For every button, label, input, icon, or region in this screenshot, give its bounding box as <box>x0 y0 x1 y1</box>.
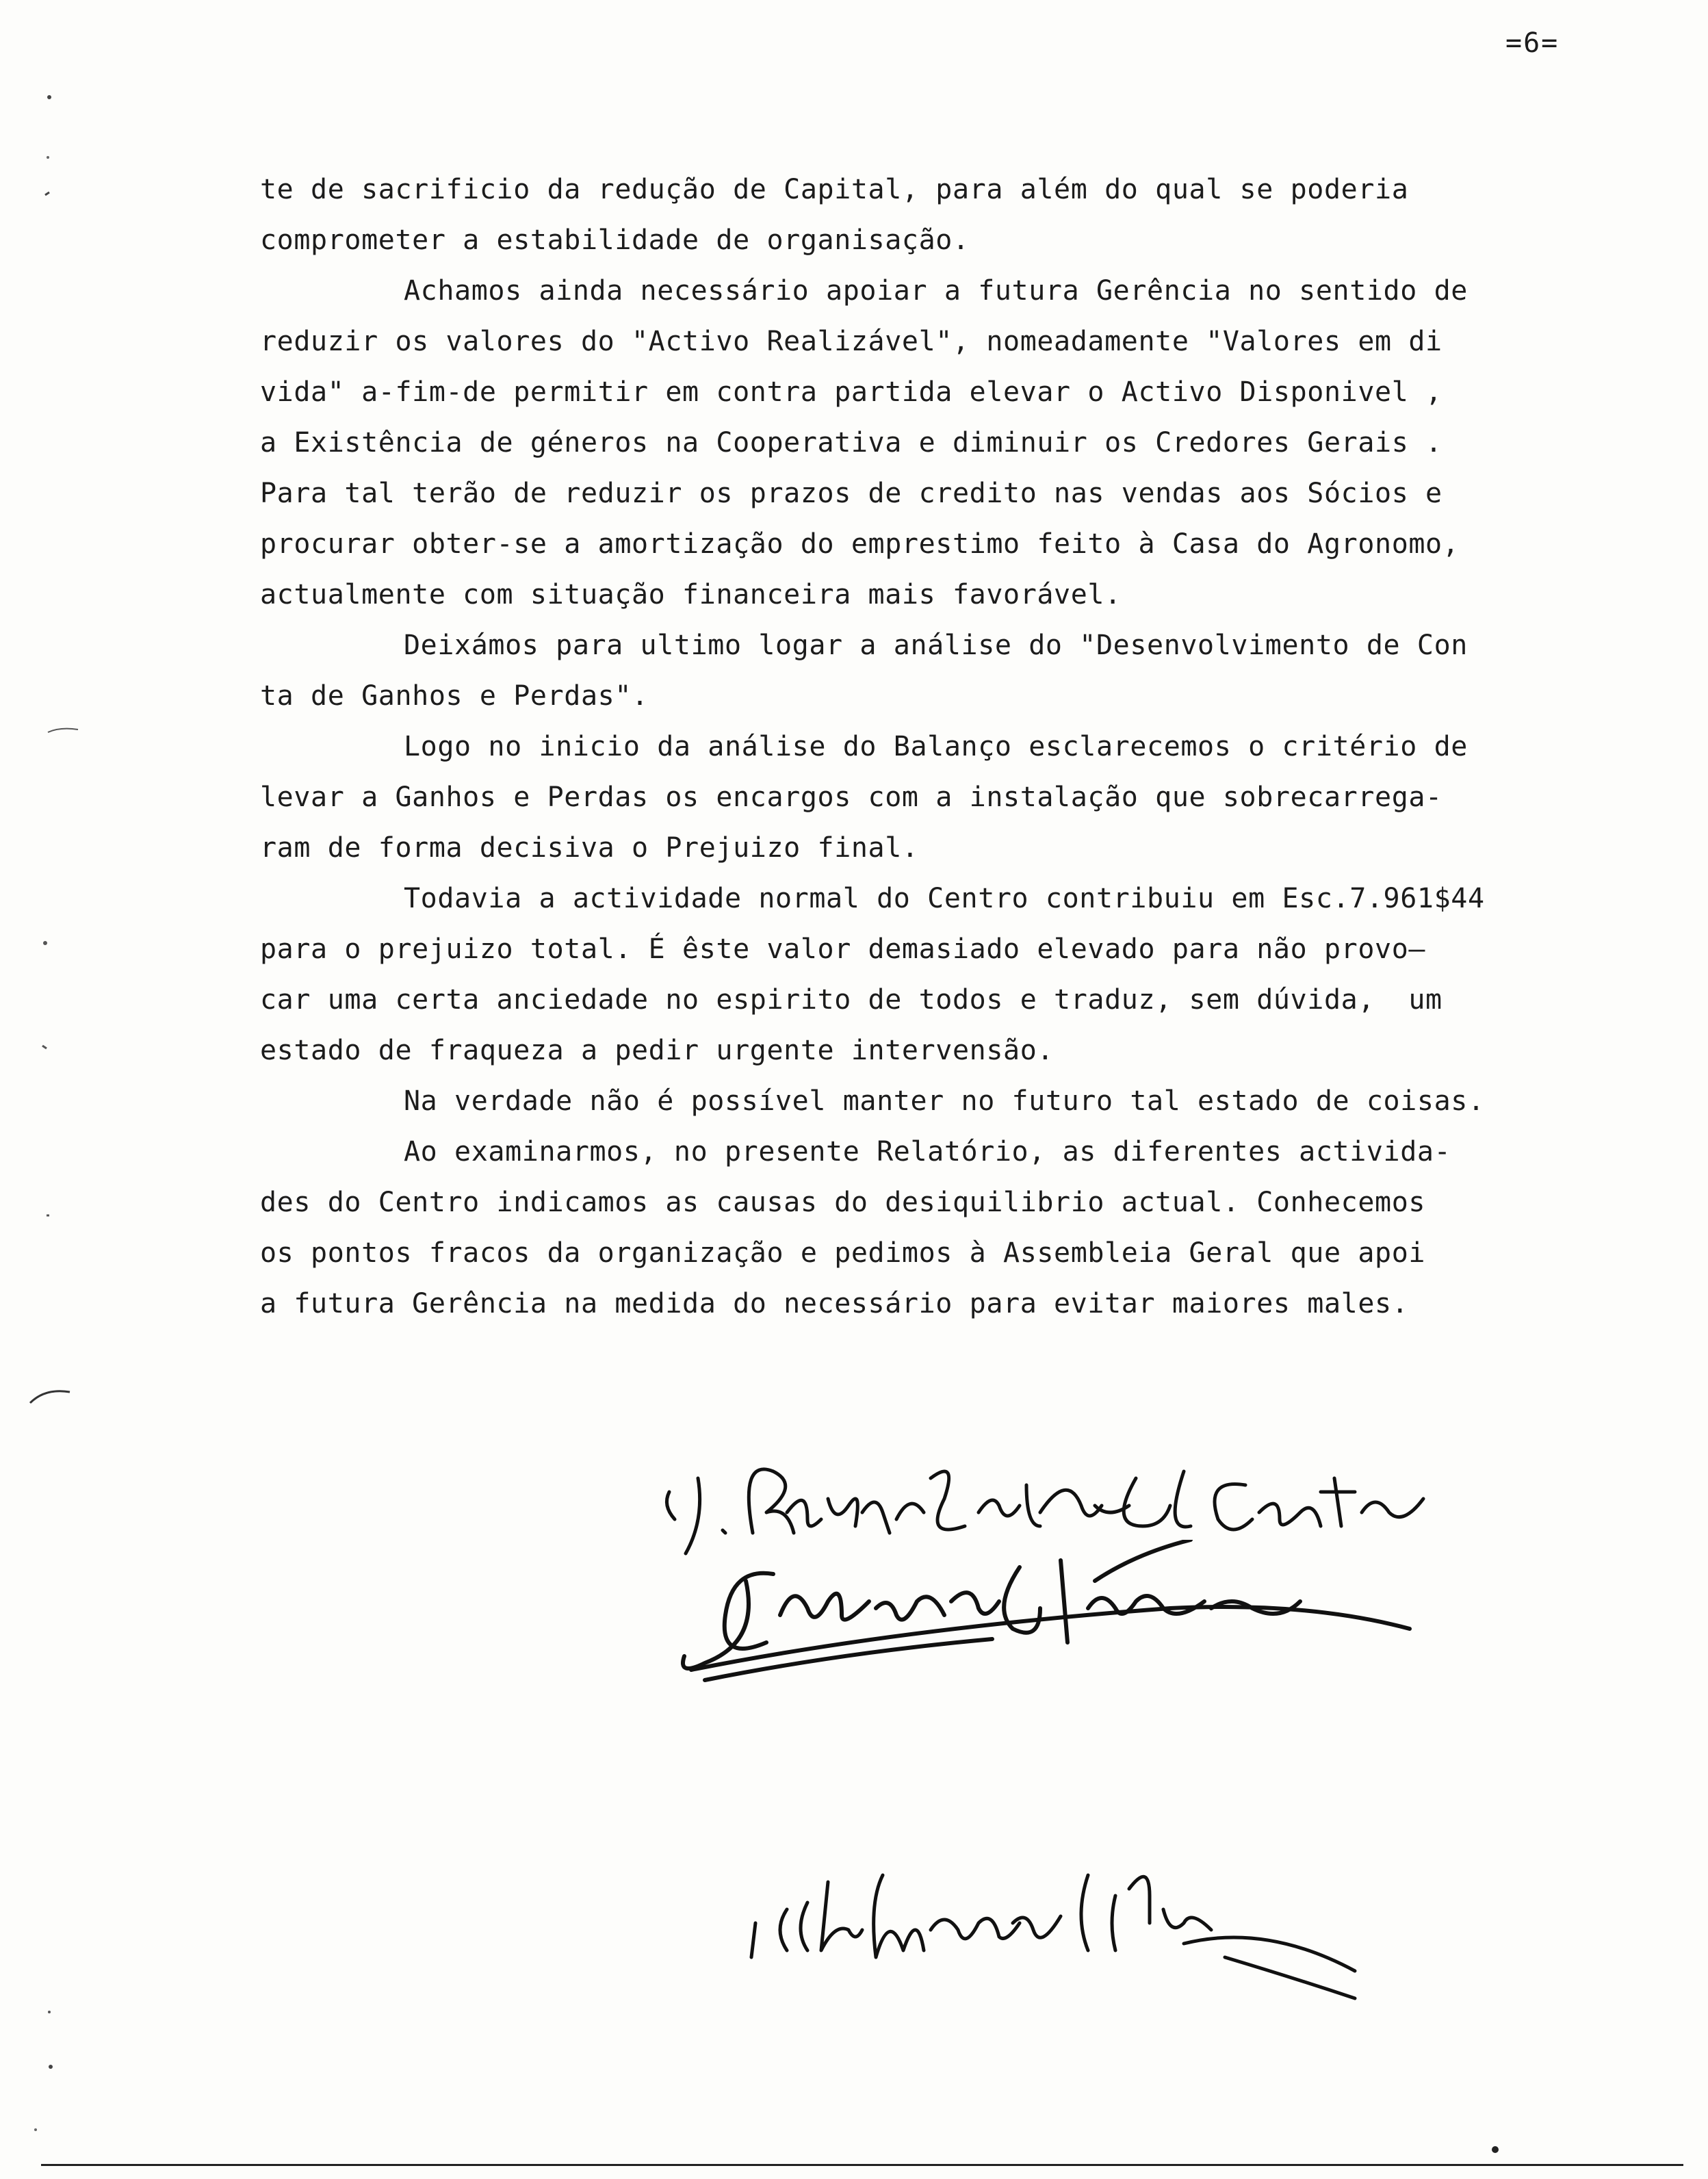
text-line: ta de Ganhos e Perdas". <box>260 680 649 712</box>
text-line: estado de fraqueza a pedir urgente intervensão. <box>260 1035 1054 1066</box>
margin-marks <box>0 0 96 2179</box>
text-line: procurar obter-se a amortização do emprestimo feito à Casa do Agronomo, <box>260 528 1460 560</box>
text-line: ram de forma decisiva o Prejuizo final. <box>260 832 919 864</box>
page-number: =6= <box>1505 27 1560 59</box>
signature-mario-simoes <box>677 1540 1430 1697</box>
text-line: Na verdade não é possível manter no futuro tal estado de coisas. <box>404 1085 1485 1117</box>
bottom-edge-rule <box>41 2164 1683 2166</box>
text-line: reduzir os valores do "Activo Realizável", nomeadamente "Valores em di <box>260 326 1442 357</box>
text-line: a futura Gerência na medida do necessário para evitar maiores males. <box>260 1288 1409 1319</box>
text-line: a Existência de géneros na Cooperativa e diminuir os Credores Gerais . <box>260 427 1442 459</box>
signature-joao-magalhaes-simao <box>746 1861 1362 2012</box>
text-line: Deixámos para ultimo logar a análise do "Desenvolvimento de Con <box>404 630 1468 661</box>
text-line: Logo no inicio da análise do Balanço esclarecemos o critério de <box>404 731 1468 762</box>
text-line: vida" a-fim-de permitir em contra partida elevar o Activo Disponivel , <box>260 376 1442 408</box>
text-line: comprometer a estabilidade de organisação. <box>260 224 970 256</box>
text-line: Para tal terão de reduzir os prazos de credito nas vendas aos Sócios e <box>260 478 1442 509</box>
text-line: Todavia a actividade normal do Centro contribuiu em Esc.7.961$44 <box>404 883 1485 914</box>
ink-dot <box>1492 2146 1499 2153</box>
text-line: para o prejuizo total. É êste valor demasiado elevado para não provo— <box>260 933 1426 965</box>
text-line: levar a Ganhos e Perdas os encargos com a instalação que sobrecarrega- <box>260 782 1442 813</box>
text-line: te de sacrificio da redução de Capital, para além do qual se poderia <box>260 174 1409 205</box>
text-line: Ao examinarmos, no presente Relatório, as diferentes activida- <box>404 1136 1451 1168</box>
text-line: actualmente com situação financeira mais favorável. <box>260 579 1122 610</box>
text-line: os pontos fracos da organização e pedimos à Assembleia Geral que apoi <box>260 1237 1426 1269</box>
document-body <box>260 164 1594 1329</box>
text-line: des do Centro indicamos as causas do desiquilibrio actual. Conhecemos <box>260 1187 1426 1218</box>
text-line: Achamos ainda necessário apoiar a futura Gerência no sentido de <box>404 275 1468 307</box>
text-line: car uma certa anciedade no espirito de todos e traduz, sem dúvida, um <box>260 984 1442 1016</box>
